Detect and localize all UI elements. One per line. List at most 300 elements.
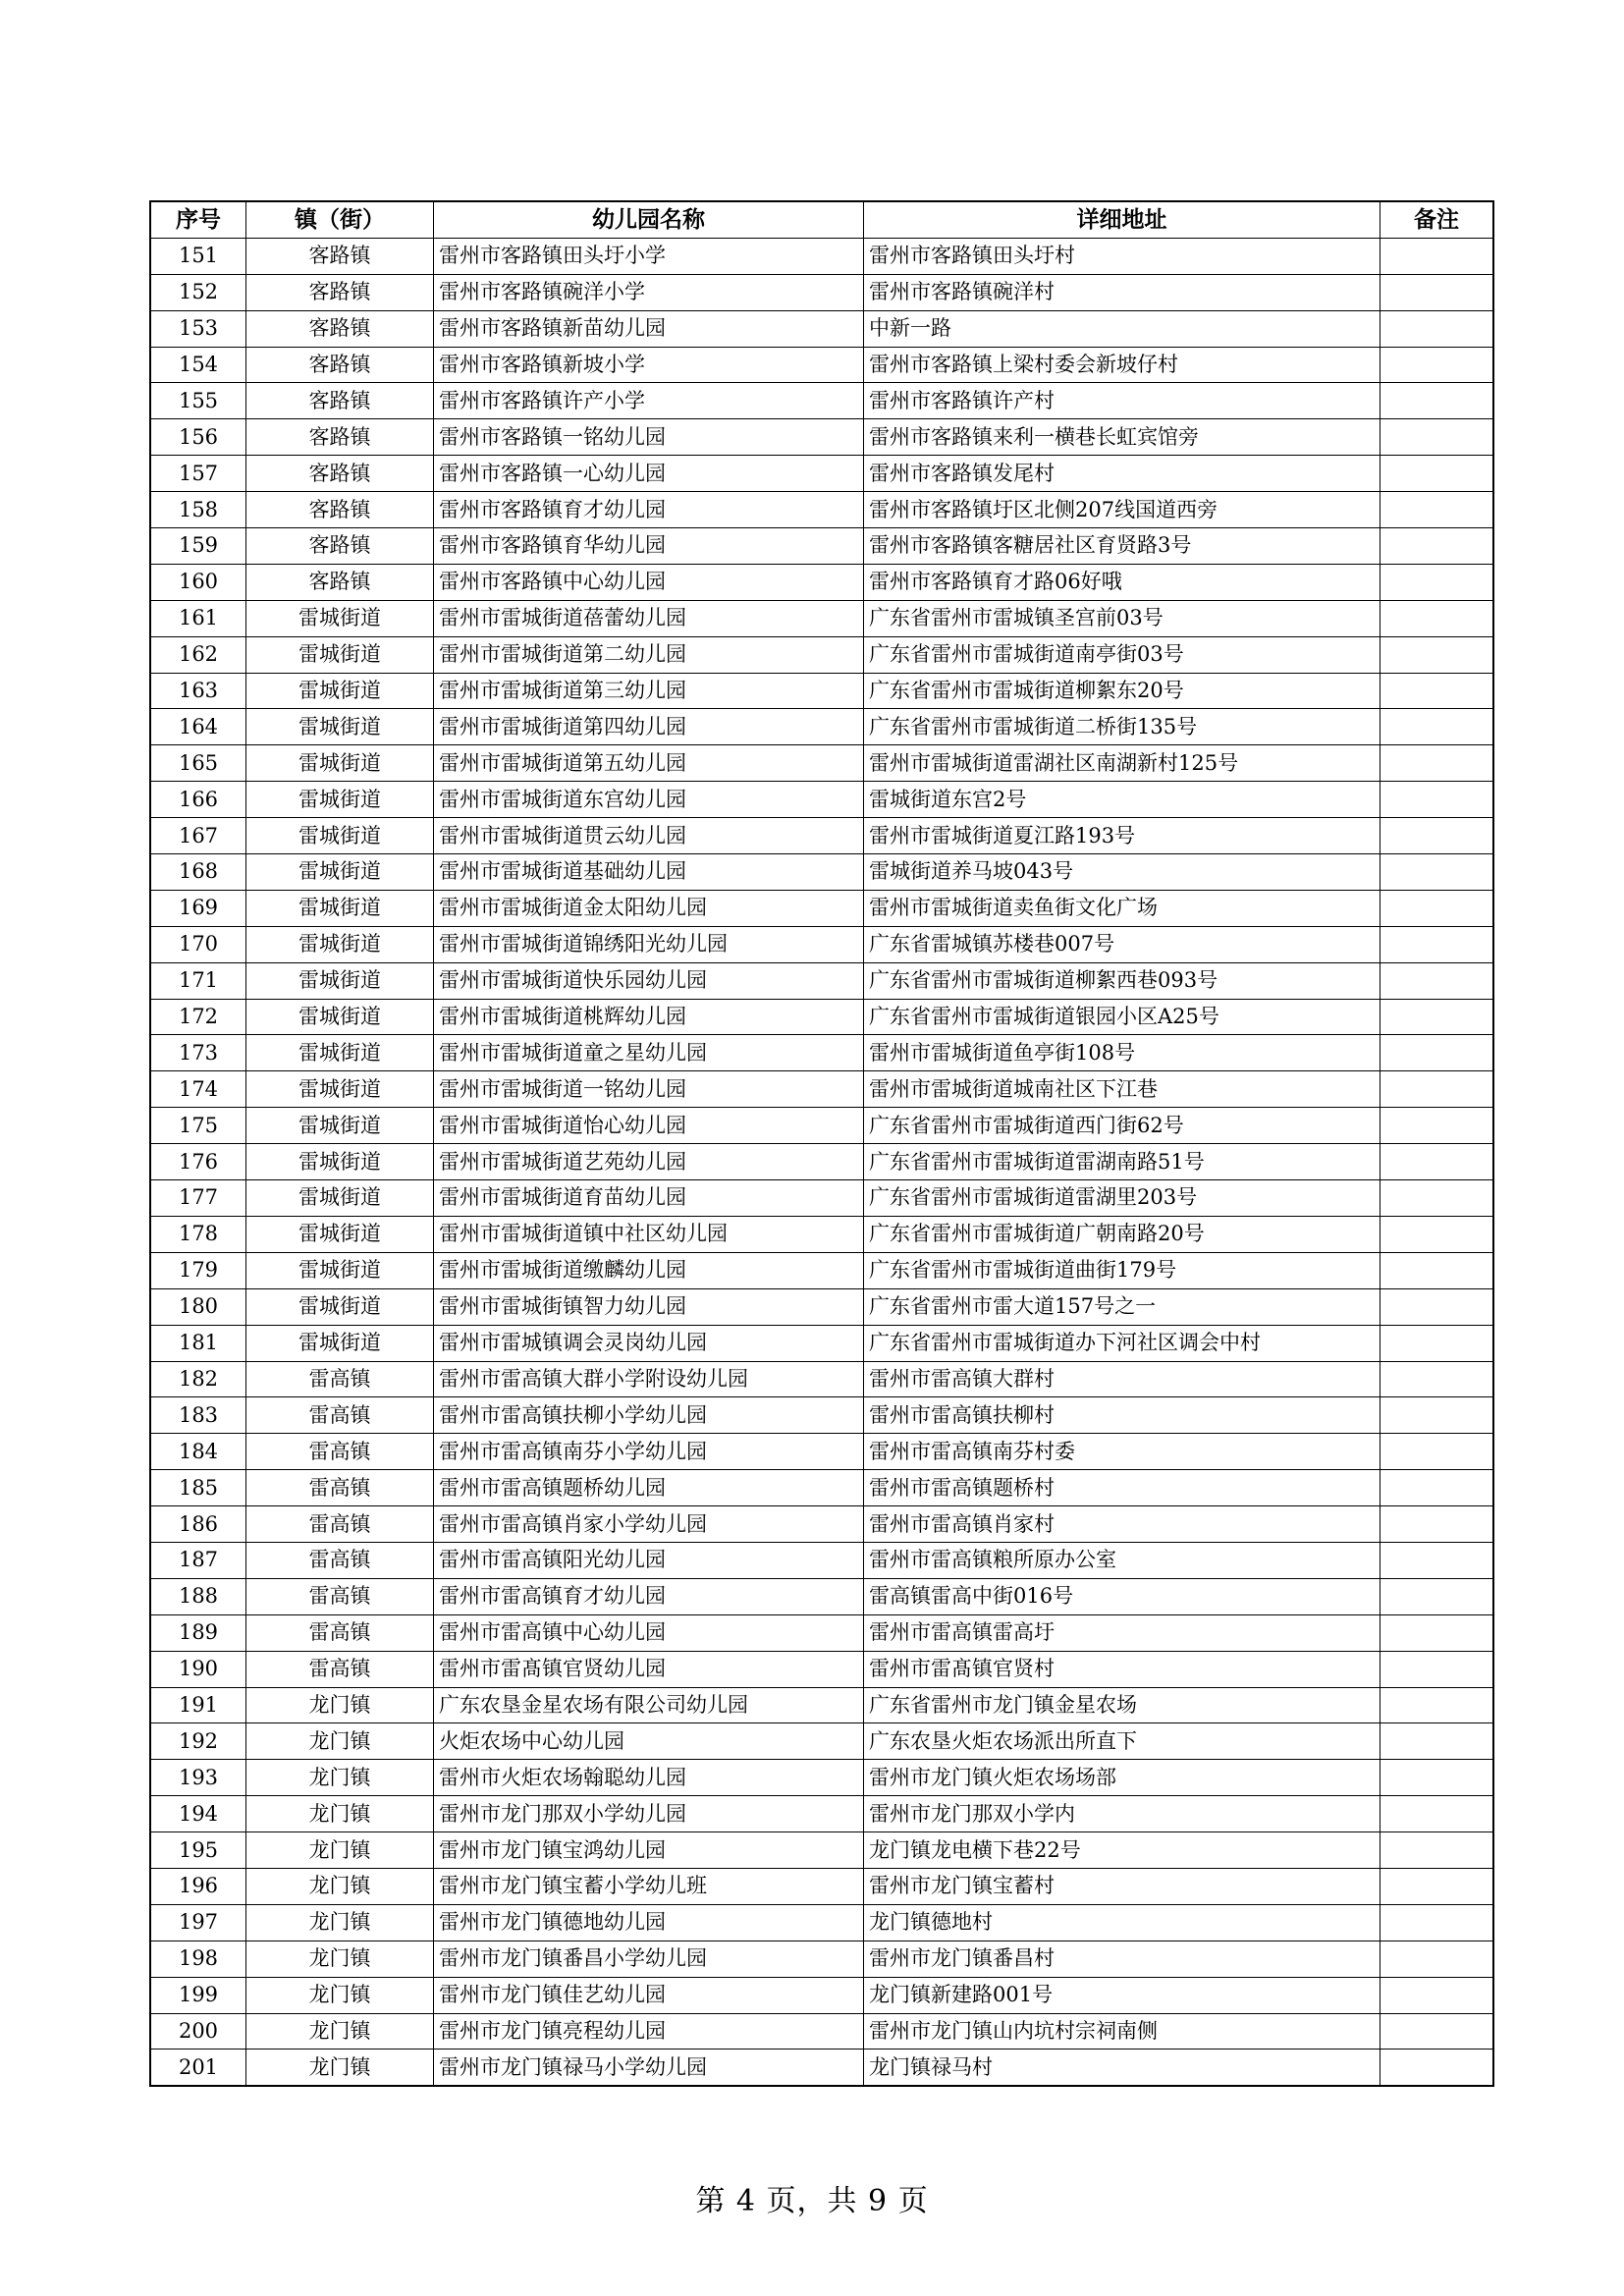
cell-address: 雷州市雷髙镇官贤村 [864,1651,1380,1687]
table-row [150,1397,1493,1434]
cell-address: 广东省雷州市雷城街道柳絮西巷093号 [864,962,1380,999]
cell-serial: 180 [150,1288,246,1325]
cell-address: 广东省雷州市雷城街道雷湖南路51号 [864,1144,1380,1180]
cell-town: 雷高镇 [246,1614,434,1651]
cell-remarks [1380,1506,1494,1543]
table-row [150,274,1493,310]
cell-remarks [1380,2050,1494,2086]
cell-kindergarten-name: 雷州市龙门镇禄马小学幼儿园 [434,2050,864,2086]
table-row [150,238,1493,274]
table-row [150,1108,1493,1144]
table-row [150,528,1493,565]
cell-address: 雷州市客路镇田头圩村 [864,238,1380,274]
cell-town: 雷城街道 [246,818,434,854]
cell-remarks [1380,1216,1494,1252]
table-row [150,1941,1493,1977]
cell-remarks [1380,274,1494,310]
cell-remarks [1380,745,1494,782]
cell-town: 雷城街道 [246,673,434,709]
table-row [150,1904,1493,1941]
cell-address: 雷高镇雷高中街016号 [864,1578,1380,1614]
cell-kindergarten-name: 雷州市客路镇育才幼儿园 [434,492,864,528]
cell-serial: 163 [150,673,246,709]
cell-town: 龙门镇 [246,2050,434,2086]
cell-town: 雷城街道 [246,962,434,999]
table-row [150,745,1493,782]
cell-remarks [1380,1035,1494,1071]
cell-kindergarten-name: 雷州市雷城街道缴麟幼儿园 [434,1252,864,1288]
cell-serial: 173 [150,1035,246,1071]
table-row [150,1325,1493,1361]
cell-kindergarten-name: 雷州市雷高镇大群小学附设幼儿园 [434,1361,864,1397]
cell-serial: 165 [150,745,246,782]
cell-remarks [1380,636,1494,673]
cell-serial: 162 [150,636,246,673]
cell-town: 雷城街道 [246,1035,434,1071]
cell-serial: 189 [150,1614,246,1651]
cell-town: 雷城街道 [246,1071,434,1108]
cell-town: 雷城街道 [246,636,434,673]
cell-town: 雷城街道 [246,890,434,926]
cell-serial: 156 [150,419,246,456]
table-row [150,999,1493,1035]
cell-town: 客路镇 [246,456,434,492]
cell-serial: 176 [150,1144,246,1180]
cell-town: 龙门镇 [246,1687,434,1723]
table-row [150,2013,1493,2050]
cell-remarks [1380,1614,1494,1651]
cell-kindergarten-name: 雷州市雷高镇扶柳小学幼儿园 [434,1397,864,1434]
cell-kindergarten-name: 广东农垦金星农场有限公司幼儿园 [434,1687,864,1723]
cell-serial: 193 [150,1760,246,1796]
cell-serial: 172 [150,999,246,1035]
cell-serial: 161 [150,600,246,636]
cell-serial: 198 [150,1941,246,1977]
kindergarten-table [149,200,1494,2087]
cell-serial: 164 [150,709,246,745]
cell-serial: 167 [150,818,246,854]
cell-address: 雷州市雷城街道雷湖社区南湖新村125号 [864,745,1380,782]
cell-address: 广东省雷州市雷大道157号之一 [864,1288,1380,1325]
cell-remarks [1380,564,1494,600]
cell-serial: 170 [150,926,246,962]
header-kindergarten-name: 幼儿园名称 [434,201,864,238]
cell-town: 雷城街道 [246,1252,434,1288]
cell-address: 广东省雷州市雷城街道银园小区A25号 [864,999,1380,1035]
cell-town: 客路镇 [246,274,434,310]
cell-remarks [1380,1796,1494,1832]
cell-serial: 177 [150,1180,246,1217]
cell-address: 广东省雷州市龙门镇金星农场 [864,1687,1380,1723]
cell-address: 龙门镇新建路001号 [864,1977,1380,2013]
cell-kindergarten-name: 雷州市客路镇中心幼儿园 [434,564,864,600]
cell-kindergarten-name: 雷州市客路镇田头圩小学 [434,238,864,274]
cell-kindergarten-name: 雷州市雷城街道第三幼儿园 [434,673,864,709]
cell-serial: 185 [150,1470,246,1506]
cell-town: 雷城街道 [246,1144,434,1180]
cell-remarks [1380,854,1494,891]
cell-remarks [1380,1108,1494,1144]
header-serial: 序号 [150,201,246,238]
table-row [150,1542,1493,1578]
cell-kindergarten-name: 雷州市龙门镇佳艺幼儿园 [434,1977,864,2013]
cell-remarks [1380,528,1494,565]
cell-kindergarten-name: 雷州市龙门镇宝蓄小学幼儿班 [434,1868,864,1904]
table-row [150,782,1493,818]
cell-town: 客路镇 [246,492,434,528]
cell-kindergarten-name: 雷州市雷城街道童之星幼儿园 [434,1035,864,1071]
table-row [150,1760,1493,1796]
cell-town: 雷高镇 [246,1542,434,1578]
cell-remarks [1380,238,1494,274]
cell-kindergarten-name: 雷州市雷城街道第五幼儿园 [434,745,864,782]
cell-remarks [1380,347,1494,383]
cell-address: 雷州市龙门镇宝蓄村 [864,1868,1380,1904]
cell-kindergarten-name: 雷州市雷城街道第二幼儿园 [434,636,864,673]
cell-remarks [1380,1361,1494,1397]
cell-address: 雷州市雷高镇粮所原办公室 [864,1542,1380,1578]
cell-town: 龙门镇 [246,1760,434,1796]
cell-serial: 174 [150,1071,246,1108]
header-address: 详细地址 [864,201,1380,238]
cell-kindergarten-name: 雷州市雷城街道东宫幼儿园 [434,782,864,818]
cell-remarks [1380,1760,1494,1796]
table-row [150,1470,1493,1506]
table-row [150,962,1493,999]
cell-remarks [1380,1578,1494,1614]
cell-address: 雷城街道养马坡043号 [864,854,1380,891]
table-row [150,383,1493,419]
table-row [150,347,1493,383]
cell-remarks [1380,600,1494,636]
cell-remarks [1380,926,1494,962]
cell-serial: 187 [150,1542,246,1578]
table-row [150,456,1493,492]
header-town: 镇（街） [246,201,434,238]
cell-remarks [1380,1180,1494,1217]
cell-serial: 160 [150,564,246,600]
cell-kindergarten-name: 雷州市火炬农场翰聪幼儿园 [434,1760,864,1796]
cell-serial: 197 [150,1904,246,1941]
cell-serial: 166 [150,782,246,818]
cell-kindergarten-name: 雷州市客路镇碗洋小学 [434,274,864,310]
cell-address: 雷州市客路镇碗洋村 [864,274,1380,310]
cell-remarks [1380,999,1494,1035]
table-row [150,1071,1493,1108]
cell-address: 广东省雷州市雷城街道办下河社区调会中村 [864,1325,1380,1361]
cell-town: 龙门镇 [246,1723,434,1760]
page-number: 第 4 页，共 9 页 [695,2184,929,2218]
cell-serial: 169 [150,890,246,926]
cell-remarks [1380,1071,1494,1108]
header-remarks: 备注 [1380,201,1494,238]
cell-town: 雷高镇 [246,1578,434,1614]
table-row [150,2050,1493,2086]
cell-town: 雷城街道 [246,1180,434,1217]
cell-town: 客路镇 [246,238,434,274]
cell-kindergarten-name: 雷州市雷城街道快乐园幼儿园 [434,962,864,999]
cell-serial: 188 [150,1578,246,1614]
table-row [150,1651,1493,1687]
cell-remarks [1380,1325,1494,1361]
cell-address: 雷城街道东宫2号 [864,782,1380,818]
cell-kindergarten-name: 雷州市雷城街道镇中社区幼儿园 [434,1216,864,1252]
cell-remarks [1380,1470,1494,1506]
cell-remarks [1380,492,1494,528]
table-row [150,564,1493,600]
cell-town: 雷高镇 [246,1397,434,1434]
cell-remarks [1380,1832,1494,1869]
cell-town: 雷城街道 [246,999,434,1035]
cell-kindergarten-name: 雷州市雷高镇肖家小学幼儿园 [434,1506,864,1543]
cell-serial: 181 [150,1325,246,1361]
cell-serial: 159 [150,528,246,565]
cell-serial: 157 [150,456,246,492]
cell-address: 广东省雷州市雷城街道曲街179号 [864,1252,1380,1288]
cell-town: 龙门镇 [246,1941,434,1977]
table-row [150,1216,1493,1252]
cell-remarks [1380,818,1494,854]
cell-remarks [1380,890,1494,926]
cell-remarks [1380,1941,1494,1977]
cell-serial: 179 [150,1252,246,1288]
table-row [150,310,1493,347]
cell-address: 雷州市龙门镇火炬农场场部 [864,1760,1380,1796]
cell-town: 雷城街道 [246,1288,434,1325]
cell-address: 广东省雷州市雷城街道柳絮东20号 [864,673,1380,709]
cell-town: 龙门镇 [246,1796,434,1832]
cell-kindergarten-name: 雷州市雷城街道第四幼儿园 [434,709,864,745]
table-row [150,890,1493,926]
cell-remarks [1380,962,1494,999]
cell-remarks [1380,419,1494,456]
cell-serial: 155 [150,383,246,419]
cell-address: 雷州市龙门镇山内坑村宗祠南侧 [864,2013,1380,2050]
cell-address: 雷州市雷城街道鱼亭街108号 [864,1035,1380,1071]
cell-kindergarten-name: 雷州市客路镇一铭幼儿园 [434,419,864,456]
cell-address: 雷州市客路镇客糖居社区育贤路3号 [864,528,1380,565]
cell-remarks [1380,1542,1494,1578]
cell-remarks [1380,782,1494,818]
cell-kindergarten-name: 雷州市雷高镇育才幼儿园 [434,1578,864,1614]
cell-kindergarten-name: 雷州市客路镇新坡小学 [434,347,864,383]
cell-remarks [1380,1252,1494,1288]
table-row [150,1144,1493,1180]
cell-town: 龙门镇 [246,1977,434,2013]
cell-town: 雷城街道 [246,709,434,745]
table-row [150,818,1493,854]
cell-serial: 194 [150,1796,246,1832]
table-row [150,1614,1493,1651]
cell-address: 广东省雷州市雷城街道西门街62号 [864,1108,1380,1144]
cell-town: 雷城街道 [246,782,434,818]
cell-town: 雷城街道 [246,1216,434,1252]
cell-address: 雷州市雷城街道夏江路193号 [864,818,1380,854]
cell-town: 雷高镇 [246,1470,434,1506]
cell-serial: 154 [150,347,246,383]
cell-kindergarten-name: 雷州市龙门镇亮程幼儿园 [434,2013,864,2050]
cell-address: 广东省雷州市雷城镇圣宫前03号 [864,600,1380,636]
table-row [150,1035,1493,1071]
table-row [150,1723,1493,1760]
cell-town: 雷高镇 [246,1651,434,1687]
table-row [150,673,1493,709]
cell-serial: 178 [150,1216,246,1252]
cell-address: 雷州市客路镇发尾村 [864,456,1380,492]
cell-address: 雷州市雷高镇南芬村委 [864,1434,1380,1470]
cell-kindergarten-name: 雷州市客路镇新苗幼儿园 [434,310,864,347]
cell-remarks [1380,673,1494,709]
cell-kindergarten-name: 火炬农场中心幼儿园 [434,1723,864,1760]
table-row [150,492,1493,528]
cell-address: 广东省雷州市雷城街道南亭街03号 [864,636,1380,673]
cell-kindergarten-name: 雷州市雷城街道贯云幼儿园 [434,818,864,854]
cell-serial: 151 [150,238,246,274]
cell-remarks [1380,383,1494,419]
cell-address: 广东农垦火炬农场派出所直下 [864,1723,1380,1760]
cell-serial: 192 [150,1723,246,1760]
cell-town: 龙门镇 [246,1904,434,1941]
cell-kindergarten-name: 雷州市雷高镇南芬小学幼儿园 [434,1434,864,1470]
table-row [150,1832,1493,1869]
cell-serial: 184 [150,1434,246,1470]
cell-remarks [1380,1904,1494,1941]
cell-serial: 196 [150,1868,246,1904]
table-header-row [150,201,1493,238]
cell-town: 龙门镇 [246,1832,434,1869]
cell-remarks [1380,2013,1494,2050]
cell-serial: 186 [150,1506,246,1543]
cell-kindergarten-name: 雷州市雷城街道金太阳幼儿园 [434,890,864,926]
cell-remarks [1380,1434,1494,1470]
cell-serial: 158 [150,492,246,528]
cell-kindergarten-name: 雷州市雷城街道艺苑幼儿园 [434,1144,864,1180]
cell-town: 雷城街道 [246,600,434,636]
cell-kindergarten-name: 雷州市龙门镇番昌小学幼儿园 [434,1941,864,1977]
table-row [150,926,1493,962]
cell-address: 雷州市客路镇上梁村委会新坡仔村 [864,347,1380,383]
cell-town: 雷高镇 [246,1434,434,1470]
cell-address: 雷州市雷高镇题桥村 [864,1470,1380,1506]
table-row [150,1180,1493,1217]
table-row [150,636,1493,673]
cell-kindergarten-name: 雷州市雷城街道桃辉幼儿园 [434,999,864,1035]
cell-address: 龙门镇德地村 [864,1904,1380,1941]
table-row [150,1977,1493,2013]
table-row [150,709,1493,745]
cell-town: 雷城街道 [246,926,434,962]
table-row [150,1796,1493,1832]
cell-kindergarten-name: 雷州市雷城街道育苗幼儿园 [434,1180,864,1217]
cell-kindergarten-name: 雷州市雷高镇阳光幼儿园 [434,1542,864,1578]
cell-town: 雷城街道 [246,745,434,782]
cell-kindergarten-name: 雷州市雷高镇中心幼儿园 [434,1614,864,1651]
cell-address: 雷州市雷城街道城南社区下江巷 [864,1071,1380,1108]
table-row [150,1361,1493,1397]
cell-address: 雷州市雷高镇雷高圩 [864,1614,1380,1651]
table-body [150,238,1493,2086]
cell-address: 雷州市雷高镇肖家村 [864,1506,1380,1543]
cell-town: 雷城街道 [246,1108,434,1144]
cell-serial: 153 [150,310,246,347]
cell-remarks [1380,1977,1494,2013]
cell-town: 龙门镇 [246,1868,434,1904]
cell-town: 客路镇 [246,383,434,419]
cell-kindergarten-name: 雷州市雷高镇题桥幼儿园 [434,1470,864,1506]
cell-remarks [1380,310,1494,347]
cell-address: 雷州市龙门那双小学内 [864,1796,1380,1832]
cell-address: 广东省雷州市雷城街道雷湖里203号 [864,1180,1380,1217]
cell-address: 雷州市客路镇来利一横巷长虹宾馆旁 [864,419,1380,456]
cell-remarks [1380,1397,1494,1434]
cell-kindergarten-name: 雷州市雷城街道一铭幼儿园 [434,1071,864,1108]
cell-kindergarten-name: 雷州市龙门镇宝鸿幼儿园 [434,1832,864,1869]
table-row [150,1506,1493,1543]
table-row [150,600,1493,636]
cell-address: 中新一路 [864,310,1380,347]
cell-serial: 175 [150,1108,246,1144]
table-row [150,419,1493,456]
cell-serial: 152 [150,274,246,310]
cell-serial: 168 [150,854,246,891]
cell-serial: 200 [150,2013,246,2050]
cell-address: 广东省雷州市雷城街道二桥街135号 [864,709,1380,745]
cell-serial: 201 [150,2050,246,2086]
cell-remarks [1380,1868,1494,1904]
cell-town: 客路镇 [246,419,434,456]
cell-address: 雷州市龙门镇番昌村 [864,1941,1380,1977]
cell-town: 雷城街道 [246,1325,434,1361]
cell-town: 雷高镇 [246,1506,434,1543]
table-row [150,1687,1493,1723]
cell-kindergarten-name: 雷州市龙门那双小学幼儿园 [434,1796,864,1832]
cell-kindergarten-name: 雷州市客路镇育华幼儿园 [434,528,864,565]
cell-town: 雷高镇 [246,1361,434,1397]
cell-address: 雷州市雷高镇大群村 [864,1361,1380,1397]
cell-serial: 171 [150,962,246,999]
cell-town: 客路镇 [246,564,434,600]
cell-kindergarten-name: 雷州市雷城街道锦绣阳光幼儿园 [434,926,864,962]
cell-address: 雷州市客路镇许产村 [864,383,1380,419]
cell-serial: 199 [150,1977,246,2013]
cell-serial: 182 [150,1361,246,1397]
table-row [150,854,1493,891]
cell-town: 客路镇 [246,310,434,347]
cell-address: 广东省雷城镇苏楼巷007号 [864,926,1380,962]
cell-remarks [1380,456,1494,492]
cell-address: 龙门镇龙电横下巷22号 [864,1832,1380,1869]
cell-serial: 191 [150,1687,246,1723]
cell-kindergarten-name: 雷州市雷城街道基础幼儿园 [434,854,864,891]
cell-kindergarten-name: 雷州市雷城街道怡心幼儿园 [434,1108,864,1144]
cell-kindergarten-name: 雷州市龙门镇德地幼儿园 [434,1904,864,1941]
cell-remarks [1380,709,1494,745]
cell-remarks [1380,1288,1494,1325]
cell-kindergarten-name: 雷州市客路镇一心幼儿园 [434,456,864,492]
cell-address: 龙门镇禄马村 [864,2050,1380,2086]
cell-town: 雷城街道 [246,854,434,891]
cell-remarks [1380,1723,1494,1760]
cell-kindergarten-name: 雷州市雷城街道蓓蕾幼儿园 [434,600,864,636]
cell-town: 客路镇 [246,347,434,383]
table-row [150,1578,1493,1614]
cell-kindergarten-name: 雷州市雷髙镇官贤幼儿园 [434,1651,864,1687]
table-row [150,1288,1493,1325]
table-row [150,1252,1493,1288]
cell-address: 雷州市雷城街道卖鱼街文化广场 [864,890,1380,926]
cell-remarks [1380,1687,1494,1723]
cell-address: 雷州市客路镇圩区北侧207线国道西旁 [864,492,1380,528]
